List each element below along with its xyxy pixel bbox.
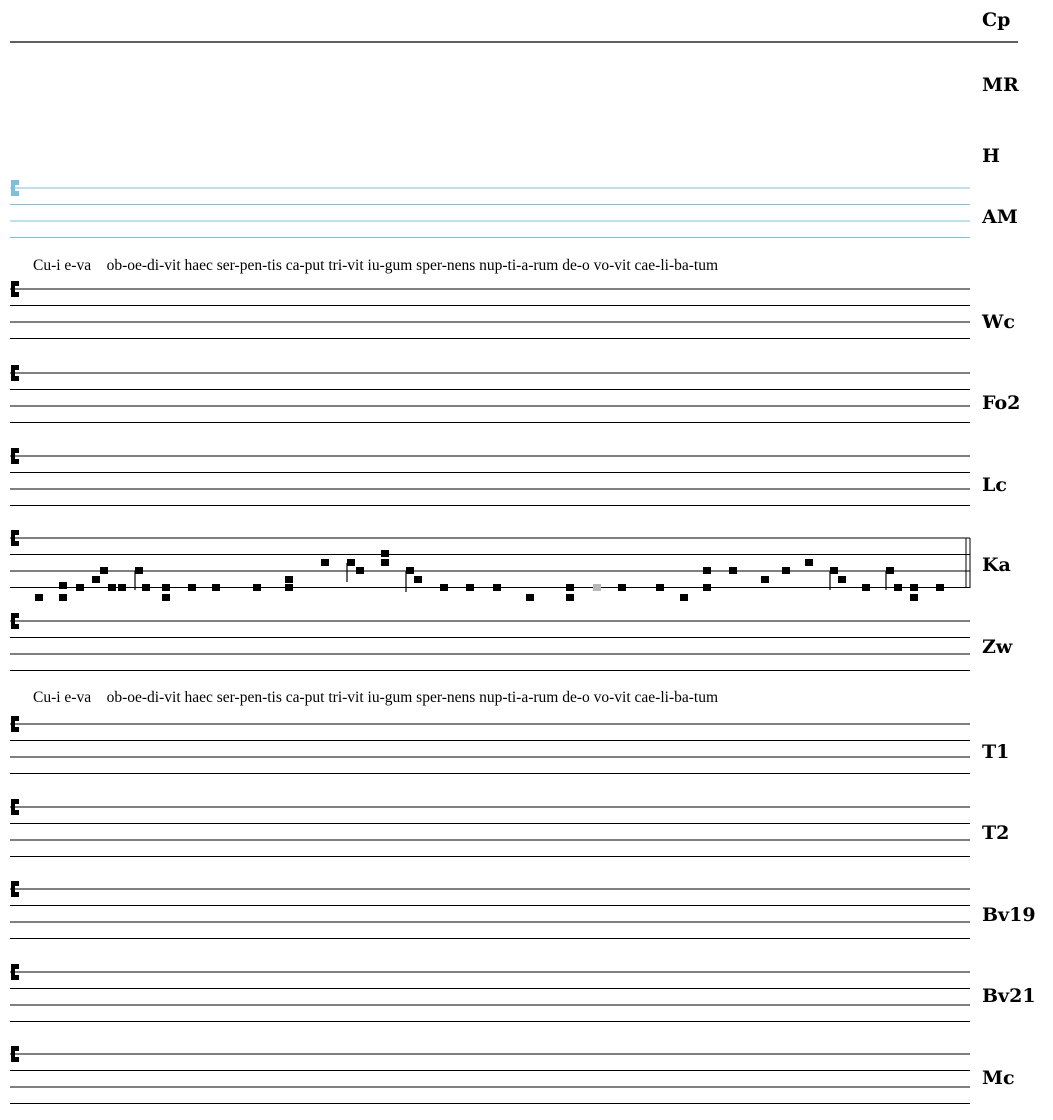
neume-note — [35, 594, 43, 601]
staff-t2 — [10, 799, 970, 857]
neume-note — [59, 582, 67, 589]
siglum-ka: Ka — [982, 554, 1011, 576]
siglum-t1: T1 — [982, 741, 1010, 763]
neume-note — [618, 584, 626, 591]
neume-note — [92, 576, 100, 583]
neume-note — [526, 594, 534, 601]
siglum-cp: Cp — [982, 9, 1011, 31]
neume-note — [356, 567, 364, 574]
neume-note — [440, 584, 448, 591]
neume-note — [656, 584, 664, 591]
neume-note — [321, 559, 329, 566]
neume-note — [910, 584, 918, 591]
neume-note — [782, 567, 790, 574]
neume-note — [162, 594, 170, 601]
neume-note — [680, 594, 688, 601]
neume-note — [253, 584, 261, 591]
neume-note-faded — [593, 584, 601, 591]
neume-note — [466, 584, 474, 591]
staff-zw — [10, 613, 970, 671]
neume-note — [886, 567, 894, 574]
neume-note — [936, 584, 944, 591]
neume-note — [703, 567, 711, 574]
neume-note — [76, 584, 84, 591]
neume-note — [862, 584, 870, 591]
neume-note — [894, 584, 902, 591]
siglum-lc: Lc — [982, 474, 1007, 496]
siglum-h: H — [982, 145, 1000, 167]
staff-t1 — [10, 716, 970, 774]
neume-note — [566, 594, 574, 601]
neume-note — [142, 584, 150, 591]
neume-note — [285, 576, 293, 583]
staves-group — [10, 180, 970, 1104]
siglum-bv21: Bv21 — [982, 985, 1036, 1007]
siglum-zw: Zw — [982, 636, 1013, 658]
neume-note — [761, 576, 769, 583]
siglum-mr: MR — [982, 74, 1019, 96]
neume-note — [381, 559, 389, 566]
staff-bv21 — [10, 964, 970, 1022]
neume-note — [414, 576, 422, 583]
neume-note — [406, 567, 414, 574]
staff-wc — [10, 281, 970, 339]
siglum-am: AM — [982, 206, 1018, 228]
neume-note — [347, 559, 355, 566]
neume-note — [381, 550, 389, 557]
neume-note — [59, 594, 67, 601]
neume-note — [703, 584, 711, 591]
neume-note — [188, 584, 196, 591]
siglum-bv19: Bv19 — [982, 904, 1036, 926]
neume-note — [118, 584, 126, 591]
neume-note — [285, 584, 293, 591]
staff-mc — [10, 1046, 970, 1104]
siglum-fo2: Fo2 — [982, 392, 1021, 414]
lyrics-line-lower: Cu-i e-va ob-oe-di-vit haec ser-pen-tis ca-put tri-vit iu-gum sper-nens nup-ti-a-rum de-o vo-vit cae-li-ba-tum — [33, 689, 719, 706]
neume-note — [162, 584, 170, 591]
neume-note — [566, 584, 574, 591]
neume-note — [729, 567, 737, 574]
ka-notes-group — [35, 550, 944, 601]
neume-note — [135, 567, 143, 574]
neume-note — [212, 584, 220, 591]
neume-note — [910, 594, 918, 601]
siglum-t2: T2 — [982, 822, 1010, 844]
neume-note — [100, 567, 108, 574]
neume-note — [830, 567, 838, 574]
lyrics-line-upper: Cu-i e-va ob-oe-di-vit haec ser-pen-tis ca-put tri-vit iu-gum sper-nens nup-ti-a-rum de-o vo-vit cae-li-ba-tum — [33, 257, 719, 274]
siglum-wc: Wc — [982, 311, 1015, 333]
neume-note — [493, 584, 501, 591]
staff-ka — [10, 530, 970, 588]
neume-note — [108, 584, 116, 591]
staff-fo2 — [10, 365, 970, 423]
siglum-mc: Mc — [982, 1067, 1015, 1089]
staff-lc — [10, 448, 970, 506]
neume-note — [838, 576, 846, 583]
staff-bv19 — [10, 881, 970, 939]
neume-note — [805, 559, 813, 566]
staff-am — [10, 180, 970, 238]
